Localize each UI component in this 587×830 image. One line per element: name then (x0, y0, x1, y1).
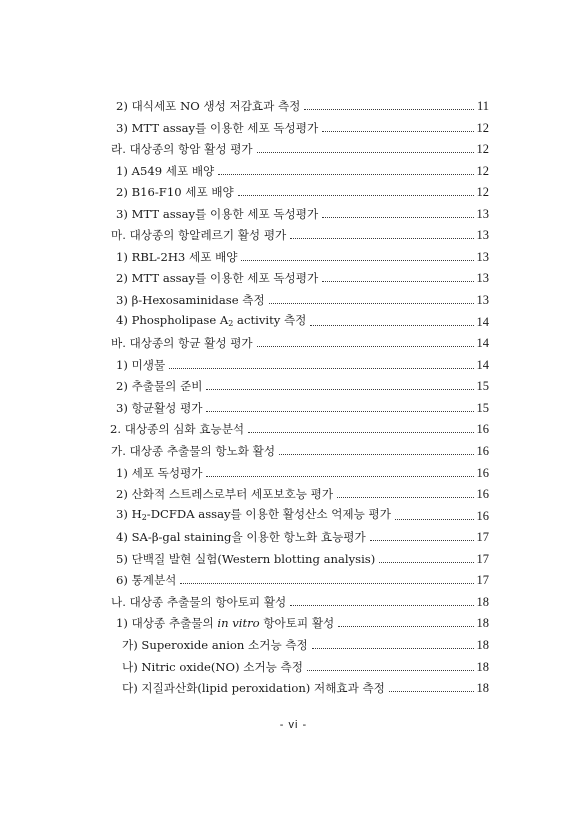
toc-entry[interactable] (116, 371, 489, 393)
toc-entry-page: 16 (476, 465, 489, 480)
toc-leader-dots (279, 454, 473, 455)
toc-entry[interactable] (116, 393, 489, 415)
toc-entry-page: 17 (476, 530, 489, 545)
toc-entry-label: 가) Superoxide anion 소거능 측정 (122, 638, 308, 652)
toc-entry[interactable] (111, 220, 489, 242)
toc-leader-dots (290, 605, 473, 606)
toc-entry-page: 14 (476, 336, 489, 351)
toc-entry-page: 13 (476, 293, 489, 308)
toc-entry-label: 바. 대상종의 항균 활성 평가 (111, 336, 253, 351)
toc-leader-dots (389, 691, 474, 692)
toc-entry[interactable] (111, 328, 489, 350)
toc-entry-page: 15 (476, 379, 489, 394)
toc-leader-dots (312, 648, 474, 649)
toc-entry[interactable] (116, 608, 489, 630)
toc-entry-label: 2. 대상종의 심화 효능분석 (110, 422, 245, 437)
toc-entry-label: 3) 항균활성 평가 (116, 400, 203, 415)
toc-entry-page: 18 (476, 616, 489, 631)
toc-entry-page: 16 (476, 443, 489, 458)
toc-entry-page: 18 (476, 594, 489, 609)
toc-entry-page: 15 (476, 400, 489, 415)
toc-entry-label: 1) 세포 독성평가 (116, 465, 203, 480)
toc-leader-dots (337, 497, 473, 498)
toc-leader-dots (238, 195, 474, 196)
toc-entry-label: 1) 미생물 (116, 357, 166, 372)
toc-entry-page: 12 (476, 142, 489, 157)
toc-leader-dots (307, 670, 474, 671)
toc-entry-label: 1) 대상종 추출물의 in vitro 항아토피 활성 (116, 616, 335, 631)
toc-leader-dots (310, 325, 473, 326)
toc-leader-dots (257, 152, 474, 153)
toc-entry-page: 16 (476, 487, 489, 502)
toc-leader-dots (206, 389, 473, 390)
toc-leader-dots (241, 260, 473, 261)
toc-leader-dots (370, 540, 474, 541)
page-number: - vi - (279, 719, 308, 731)
toc-leader-dots (206, 476, 473, 477)
toc-leader-dots (338, 626, 473, 627)
toc-entry-page: 18 (476, 659, 489, 674)
toc-leader-dots (269, 303, 474, 304)
toc-entry-label: 1) A549 세포 배양 (116, 163, 215, 178)
toc-entry-page: 14 (476, 314, 489, 329)
toc-leader-dots (218, 174, 473, 175)
toc-entry[interactable] (122, 630, 489, 652)
toc-entry[interactable] (122, 673, 489, 695)
toc-entry[interactable] (116, 565, 489, 587)
toc-entry-page: 17 (476, 551, 489, 566)
toc-entry-page: 12 (476, 120, 489, 135)
toc-entry[interactable] (116, 91, 489, 113)
toc-leader-dots (206, 411, 473, 412)
toc-leader-dots (180, 583, 473, 584)
toc-leader-dots (322, 217, 473, 218)
toc-entry[interactable] (116, 479, 489, 501)
toc-entry-page: 14 (476, 357, 489, 372)
toc-entry-label: 3) MTT assay를 이용한 세포 독성평가 (116, 120, 319, 135)
toc-entry-label: 2) B16-F10 세포 배양 (116, 185, 234, 200)
toc-entry[interactable] (116, 544, 489, 566)
toc-entry[interactable] (111, 436, 489, 458)
toc-entry-page: 16 (476, 422, 489, 437)
toc-entry[interactable] (116, 285, 489, 307)
toc-entry[interactable] (116, 113, 489, 135)
toc-entry-label: 라. 대상종의 항암 활성 평가 (111, 142, 253, 157)
toc-entry-page: 11 (476, 99, 489, 113)
toc-entry-label: 나) Nitric oxide(NO) 소거능 측정 (122, 659, 303, 674)
toc-entry-label: 3) $H_2$-DCFDA assay를 이용한 활성산소 억제능 평가 (116, 506, 391, 522)
toc-entry[interactable] (116, 263, 489, 285)
toc-entry-page: 16 (476, 508, 489, 523)
toc-entry[interactable] (122, 652, 489, 674)
toc-entry[interactable] (116, 242, 489, 264)
toc-entry-page: 13 (476, 228, 489, 243)
toc-leader-dots (322, 131, 473, 132)
toc-leader-dots (379, 562, 473, 563)
toc-entry-label: 4) Phospholipase $A_2$ activity 측정 (116, 312, 307, 328)
toc-entry[interactable] (111, 587, 489, 609)
toc-entry[interactable] (111, 134, 489, 156)
toc-entry-page: 13 (476, 249, 489, 264)
toc-leader-dots (395, 519, 474, 520)
toc-leader-dots (322, 281, 473, 282)
toc-leader-dots (169, 368, 473, 369)
toc-entry-page: 12 (476, 185, 489, 200)
toc-entry-label: 5) 단백질 발현 실험(Western blotting analysis) (116, 551, 376, 566)
toc-leader-dots (290, 238, 473, 239)
toc-entry[interactable] (116, 522, 489, 544)
toc-entry-label: 마. 대상종의 항알레르기 활성 평가 (111, 228, 287, 243)
toc-leader-dots (304, 109, 474, 110)
toc-entry[interactable] (110, 414, 489, 436)
toc-entry-label: 가. 대상종 추출물의 항노화 활성 (111, 443, 276, 458)
toc-entry[interactable] (116, 177, 489, 199)
toc-entry[interactable] (116, 307, 489, 329)
toc-entry-page: 18 (476, 638, 489, 652)
toc-entry-page: 12 (476, 163, 489, 178)
toc-entry-page: 13 (476, 206, 489, 221)
toc-entry-page: 13 (476, 271, 489, 286)
toc-entry-label: 1) RBL-2H3 세포 배양 (116, 249, 238, 264)
toc-entry-label: 나. 대상종 추출물의 항아토피 활성 (111, 594, 287, 609)
toc-entry[interactable] (116, 350, 489, 372)
toc-entry[interactable] (116, 458, 489, 480)
toc-entry-label: 다) 지질과산화(lipid peroxidation) 저해효과 측정 (122, 681, 385, 696)
toc-entry[interactable] (116, 501, 489, 523)
toc-entry-label: 2) 추출물의 준비 (116, 379, 203, 394)
toc-entry[interactable] (116, 199, 489, 221)
toc-entry-label: 6) 통계분석 (116, 573, 177, 588)
toc-entry-label: 2) 대식세포 NO 생성 저감효과 측정 (116, 99, 301, 113)
toc-leader-dots (248, 432, 473, 433)
toc-entry-page: 18 (476, 681, 489, 696)
toc-entry-label: 4) SA-β-gal staining을 이용한 항노화 효능평가 (116, 530, 366, 545)
toc-entry-label: 3) MTT assay를 이용한 세포 독성평가 (116, 206, 319, 221)
toc-entry[interactable] (116, 156, 489, 178)
toc-entry-label: 3) β-Hexosaminidase 측정 (116, 293, 265, 308)
toc-entry-page: 17 (476, 573, 489, 588)
toc-entry-label: 2) 산화적 스트레스로부터 세포보호능 평가 (116, 487, 334, 502)
toc-leader-dots (257, 346, 474, 347)
toc-entry-label: 2) MTT assay를 이용한 세포 독성평가 (116, 271, 319, 286)
